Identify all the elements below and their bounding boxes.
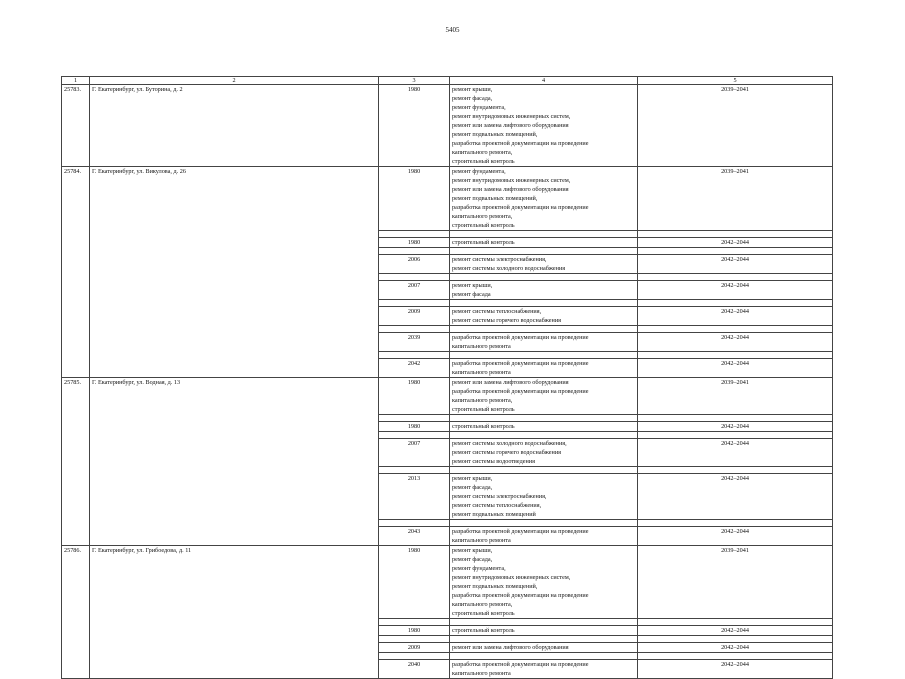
period-cell: 2039–2041 bbox=[638, 167, 833, 231]
period-cell: 2042–2044 bbox=[638, 307, 833, 326]
table-row bbox=[62, 85, 833, 167]
entry-number: 25784. bbox=[62, 167, 90, 378]
work-item: ремонт фундамента, bbox=[452, 168, 506, 175]
spacer-cell bbox=[379, 653, 450, 660]
work-item: ремонт системы горячего водоснабжения bbox=[452, 449, 561, 456]
works-cell bbox=[450, 359, 638, 378]
year-cell: 2013 bbox=[379, 474, 450, 520]
period-cell: 2042–2044 bbox=[638, 439, 833, 467]
works-cell bbox=[450, 527, 638, 546]
spacer-cell bbox=[379, 231, 450, 238]
work-item: разработка проектной документации на проведение bbox=[452, 204, 589, 211]
year-cell: 1980 bbox=[379, 626, 450, 636]
work-item: капитального ремонта bbox=[452, 537, 511, 544]
work-item: строительный контроль bbox=[452, 627, 515, 634]
works-cell bbox=[450, 660, 638, 679]
work-item: строительный контроль bbox=[452, 610, 515, 617]
spacer-cell bbox=[379, 274, 450, 281]
work-item: ремонт подвальных помещений, bbox=[452, 583, 538, 590]
spacer-cell bbox=[638, 653, 833, 660]
works-cell bbox=[450, 167, 638, 231]
spacer-cell bbox=[379, 520, 450, 527]
work-item: ремонт системы теплоснабжения, bbox=[452, 308, 542, 315]
works-cell bbox=[450, 439, 638, 467]
header-cell-2: 2 bbox=[90, 77, 379, 85]
year-cell: 2007 bbox=[379, 281, 450, 300]
work-item: разработка проектной документации на проведение bbox=[452, 592, 589, 599]
works-cell bbox=[450, 238, 638, 248]
page-number: 5405 bbox=[445, 26, 460, 34]
work-item: капитального ремонта, bbox=[452, 149, 513, 156]
period-cell: 2042–2044 bbox=[638, 359, 833, 378]
work-item: ремонт или замена лифтового оборудования bbox=[452, 644, 569, 651]
works-cell bbox=[450, 85, 638, 167]
table-row bbox=[62, 546, 833, 619]
work-item: ремонт системы электроснабжения, bbox=[452, 493, 547, 500]
year-cell: 2039 bbox=[379, 333, 450, 352]
header-cell-1: 1 bbox=[62, 77, 90, 85]
work-item: ремонт или замена лифтового оборудования bbox=[452, 122, 569, 129]
works-cell bbox=[450, 422, 638, 432]
spacer-cell bbox=[450, 326, 638, 333]
work-item: капитального ремонта bbox=[452, 343, 511, 350]
work-item: строительный контроль bbox=[452, 222, 515, 229]
work-item: ремонт или замена лифтового оборудования bbox=[452, 186, 569, 193]
spacer-cell bbox=[379, 432, 450, 439]
work-item: строительный контроль bbox=[452, 158, 515, 165]
year-cell: 2007 bbox=[379, 439, 450, 467]
header-cell-3: 3 bbox=[379, 77, 450, 85]
entry-address: Г. Екатеринбург, ул. Водная, д. 13 bbox=[90, 378, 379, 546]
works-cell bbox=[450, 643, 638, 653]
work-item: разработка проектной документации на проведение bbox=[452, 140, 589, 147]
entry-address: Г. Екатеринбург, ул. Викулова, д. 26 bbox=[90, 167, 379, 378]
work-item: разработка проектной документации на проведение bbox=[452, 528, 589, 535]
entry-number: 25783. bbox=[62, 85, 90, 167]
work-item: разработка проектной документации на проведение bbox=[452, 661, 589, 668]
work-item: ремонт внутридомовых инженерных систем, bbox=[452, 177, 571, 184]
spacer-cell bbox=[638, 300, 833, 307]
entry-number: 25785. bbox=[62, 378, 90, 546]
period-cell: 2042–2044 bbox=[638, 643, 833, 653]
work-item: ремонт фасада, bbox=[452, 484, 493, 491]
year-cell: 2009 bbox=[379, 307, 450, 326]
work-item: ремонт фундамента, bbox=[452, 104, 506, 111]
work-item: ремонт системы горячего водоснабжения bbox=[452, 317, 561, 324]
year-cell: 1980 bbox=[379, 422, 450, 432]
spacer-cell bbox=[450, 467, 638, 474]
spacer-cell bbox=[638, 432, 833, 439]
year-cell: 1980 bbox=[379, 546, 450, 619]
work-item: ремонт внутридомовых инженерных систем, bbox=[452, 113, 571, 120]
work-item: разработка проектной документации на проведение bbox=[452, 360, 589, 367]
spacer-cell bbox=[379, 619, 450, 626]
work-item: ремонт крыши, bbox=[452, 547, 493, 554]
work-item: ремонт подвальных помещений bbox=[452, 511, 536, 518]
work-item: ремонт крыши, bbox=[452, 282, 493, 289]
period-cell: 2042–2044 bbox=[638, 626, 833, 636]
works-cell bbox=[450, 546, 638, 619]
spacer-cell bbox=[638, 520, 833, 527]
work-item: ремонт системы электроснабжения, bbox=[452, 256, 547, 263]
spacer-cell bbox=[379, 636, 450, 643]
period-cell: 2042–2044 bbox=[638, 527, 833, 546]
year-cell: 1980 bbox=[379, 167, 450, 231]
period-cell: 2042–2044 bbox=[638, 281, 833, 300]
year-cell: 2009 bbox=[379, 643, 450, 653]
spacer-cell bbox=[379, 467, 450, 474]
work-item: ремонт фасада bbox=[452, 291, 491, 298]
period-cell: 2042–2044 bbox=[638, 255, 833, 274]
year-cell: 2040 bbox=[379, 660, 450, 679]
table-body bbox=[62, 77, 833, 679]
work-item: ремонт системы теплоснабжения, bbox=[452, 502, 542, 509]
spacer-cell bbox=[638, 467, 833, 474]
spacer-cell bbox=[450, 274, 638, 281]
spacer-cell bbox=[379, 352, 450, 359]
spacer-cell bbox=[638, 326, 833, 333]
work-item: капитального ремонта, bbox=[452, 601, 513, 608]
work-item: капитального ремонта, bbox=[452, 397, 513, 404]
spacer-cell bbox=[450, 619, 638, 626]
header-cell-4: 4 bbox=[450, 77, 638, 85]
spacer-cell bbox=[450, 653, 638, 660]
spacer-cell bbox=[638, 636, 833, 643]
year-cell: 2043 bbox=[379, 527, 450, 546]
entry-address: Г. Екатеринбург, ул. Буторина, д. 2 bbox=[90, 85, 379, 167]
work-item: разработка проектной документации на проведение bbox=[452, 388, 589, 395]
spacer-cell bbox=[379, 415, 450, 422]
spacer-cell bbox=[638, 415, 833, 422]
period-cell: 2042–2044 bbox=[638, 238, 833, 248]
period-cell: 2042–2044 bbox=[638, 660, 833, 679]
year-cell: 1980 bbox=[379, 238, 450, 248]
spacer-cell bbox=[379, 300, 450, 307]
work-item: ремонт внутридомовых инженерных систем, bbox=[452, 574, 571, 581]
spacer-cell bbox=[450, 248, 638, 255]
spacer-cell bbox=[450, 300, 638, 307]
work-item: строительный контроль bbox=[452, 239, 515, 246]
work-item: капитального ремонта, bbox=[452, 213, 513, 220]
works-cell bbox=[450, 307, 638, 326]
header-cell-5: 5 bbox=[638, 77, 833, 85]
work-item: ремонт или замена лифтового оборудования bbox=[452, 379, 569, 386]
entry-address: Г. Екатеринбург, ул. Грибоедова, д. 11 bbox=[90, 546, 379, 679]
period-cell: 2042–2044 bbox=[638, 474, 833, 520]
works-cell bbox=[450, 281, 638, 300]
spacer-cell bbox=[450, 352, 638, 359]
work-item: строительный контроль bbox=[452, 423, 515, 430]
spacer-cell bbox=[450, 520, 638, 527]
year-cell: 1980 bbox=[379, 378, 450, 415]
work-item: ремонт фундамента, bbox=[452, 565, 506, 572]
work-item: ремонт фасада, bbox=[452, 95, 493, 102]
spacer-cell bbox=[638, 248, 833, 255]
spacer-cell bbox=[638, 352, 833, 359]
works-cell bbox=[450, 255, 638, 274]
work-item: ремонт крыши, bbox=[452, 86, 493, 93]
period-cell: 2039–2041 bbox=[638, 85, 833, 167]
works-cell bbox=[450, 474, 638, 520]
work-item: ремонт системы холодного водоснабжения, bbox=[452, 440, 567, 447]
spacer-cell bbox=[450, 415, 638, 422]
spacer-cell bbox=[450, 636, 638, 643]
header-row bbox=[62, 77, 833, 85]
work-item: ремонт системы холодного водоснабжения bbox=[452, 265, 566, 272]
spacer-cell bbox=[638, 619, 833, 626]
table-row bbox=[62, 378, 833, 415]
spacer-cell bbox=[638, 231, 833, 238]
period-cell: 2042–2044 bbox=[638, 422, 833, 432]
works-cell bbox=[450, 333, 638, 352]
work-item: строительный контроль bbox=[452, 406, 515, 413]
period-cell: 2039–2041 bbox=[638, 546, 833, 619]
year-cell: 1980 bbox=[379, 85, 450, 167]
year-cell: 2042 bbox=[379, 359, 450, 378]
spacer-cell bbox=[379, 248, 450, 255]
work-item: ремонт системы водоотведения bbox=[452, 458, 535, 465]
period-cell: 2039–2041 bbox=[638, 378, 833, 415]
work-item: капитального ремонта bbox=[452, 670, 511, 677]
works-cell bbox=[450, 626, 638, 636]
spacer-cell bbox=[379, 326, 450, 333]
repair-schedule-table bbox=[61, 76, 833, 679]
work-item: разработка проектной документации на проведение bbox=[452, 334, 589, 341]
work-item: ремонт подвальных помещений, bbox=[452, 195, 538, 202]
spacer-cell bbox=[450, 231, 638, 238]
work-item: капитального ремонта bbox=[452, 369, 511, 376]
work-item: ремонт фасада, bbox=[452, 556, 493, 563]
entry-number: 25786. bbox=[62, 546, 90, 679]
works-cell bbox=[450, 378, 638, 415]
spacer-cell bbox=[450, 432, 638, 439]
work-item: ремонт крыши, bbox=[452, 475, 493, 482]
year-cell: 2006 bbox=[379, 255, 450, 274]
period-cell: 2042–2044 bbox=[638, 333, 833, 352]
table-row bbox=[62, 167, 833, 231]
work-item: ремонт подвальных помещений, bbox=[452, 131, 538, 138]
spacer-cell bbox=[638, 274, 833, 281]
